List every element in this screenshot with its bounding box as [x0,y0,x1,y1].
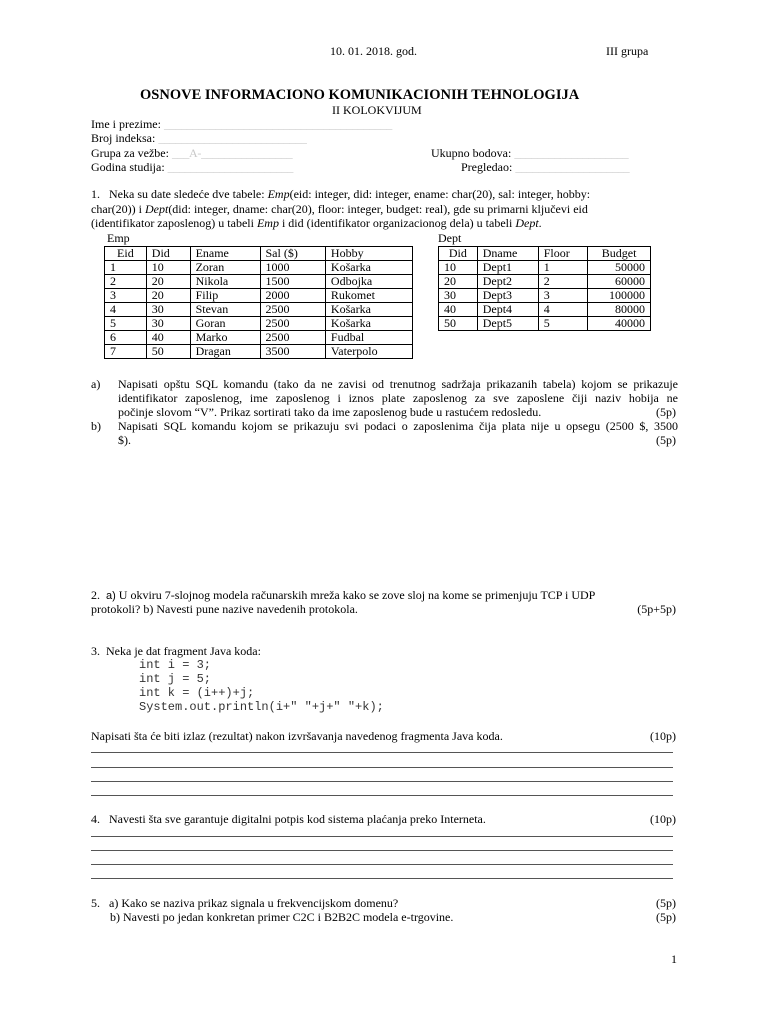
reviewed-label: Pregledao: [461,160,513,174]
q1-line3-c: . [538,216,542,230]
table-cell: Vaterpolo [325,345,412,359]
table-cell: 3 [105,289,147,303]
q3-answer-line-2[interactable] [91,767,673,768]
dept-table [438,246,651,331]
table-cell: 40000 [588,317,651,331]
table-cell: 10 [146,261,190,275]
exam-group: III grupa [606,44,649,58]
emp-table-label: Emp [107,231,130,245]
exam-date: 10. 01. 2018. god. [330,44,417,58]
q1-line2-text: char(20)) i [91,202,145,216]
table-cell: 30 [439,289,478,303]
table-cell: 1000 [260,261,325,275]
table-cell: 5 [105,317,147,331]
table-cell: 100000 [588,289,651,303]
table-cell: 10 [439,261,478,275]
table-cell: Nikola [190,275,260,289]
q4-number: 4. [91,812,100,826]
table-row [105,261,413,275]
table-cell: 30 [146,303,190,317]
table-cell: 6 [105,331,147,345]
q1a-line-3: počinje slovom “V”. Prikaz sortirati tako da ime zaposlenog bude u rastućem redosledu. [118,405,542,419]
q5a-points: (5p) [656,896,676,910]
q3-answer-line-3[interactable] [91,781,673,782]
table-row [105,345,413,359]
name-label: Ime i prezime: [91,117,161,131]
q4-answer-line-4[interactable] [91,878,673,879]
group-field [91,146,292,161]
index-field [91,131,307,146]
q2-a-label: a) [106,590,116,602]
q1-line3-emp: Emp [256,216,279,230]
name-line: ________________________________________ [163,117,392,131]
q3-answer-line-4[interactable] [91,795,673,796]
table-cell: 5 [538,317,587,331]
q1-intro: Neka su date sledeće dve tabele: [109,187,268,201]
table-header-cell: Dname [477,247,538,261]
page-number: 1 [671,952,677,966]
table-cell: 1 [105,261,147,275]
table-cell: Marko [190,331,260,345]
table-cell: 1500 [260,275,325,289]
q1-line3-dept: Dept [515,216,539,230]
table-cell: Dept1 [477,261,538,275]
table-cell: 30 [146,317,190,331]
table-cell: 2500 [260,317,325,331]
table-cell: 2 [538,275,587,289]
table-cell: Dept4 [477,303,538,317]
points-line: ____________________ [514,146,629,160]
q3-intro-line [91,644,261,659]
table-cell: 50000 [588,261,651,275]
q4-points: (10p) [650,812,676,826]
table-row [105,289,413,303]
table-header-cell: Sal ($) [260,247,325,261]
table-header-cell: Did [146,247,190,261]
q5b-points: (5p) [656,910,676,924]
q3-code-line-2: int j = 5; [139,672,212,686]
table-cell: 40 [146,331,190,345]
table-row [439,289,651,303]
table-header-row [439,247,651,261]
q1b-text [118,419,678,447]
table-cell: 20 [146,289,190,303]
exam-title: OSNOVE INFORMACIONO KOMUNIKACIONIH TEHNOLOGIJA [140,87,580,103]
reviewed-field [461,160,629,175]
table-cell: Zoran [190,261,260,275]
q1a-line-1: Napisati opštu SQL komandu (tako da ne zavisi od trenutnog sadržaja prikazanih tabela) kojom se prikazuje [118,377,678,391]
table-cell: 7 [105,345,147,359]
q1-emp-name: Emp [267,187,290,201]
table-cell: Fudbal [325,331,412,345]
table-cell: 80000 [588,303,651,317]
table-cell: 20 [146,275,190,289]
table-cell: 2500 [260,331,325,345]
table-header-row [105,247,413,261]
year-field [91,160,293,175]
table-cell: 2 [105,275,147,289]
q3-points: (10p) [650,729,676,743]
index-line: __________________________ [158,131,307,145]
points-field [431,146,628,161]
table-cell: 60000 [588,275,651,289]
table-cell: 40 [439,303,478,317]
q3-code-line-1: int i = 3; [139,658,212,672]
q1-dept-name: Dept [144,202,169,216]
q1-line3-b: i did (identifikator organizacionog dela) u tabeli [278,216,516,230]
table-cell: Košarka [325,303,412,317]
table-cell: Dept2 [477,275,538,289]
q2-points: (5p+5p) [637,602,676,616]
q4-answer-line-2[interactable] [91,850,673,851]
year-line: ______________________ [167,160,294,174]
table-cell: 4 [538,303,587,317]
q4-answer-line-3[interactable] [91,864,673,865]
q2-text-2: protokoli? b) Navesti pune nazive navedenih protokola. [91,602,358,616]
table-cell: 3500 [260,345,325,359]
table-cell: Goran [190,317,260,331]
table-header-cell: Did [439,247,478,261]
q1-number: 1. [91,187,100,201]
exam-subtitle: II KOLOKVIJUM [332,103,422,117]
table-cell: 2500 [260,303,325,317]
q4-answer-line-1[interactable] [91,836,673,837]
q2-number: 2. [91,588,100,602]
table-cell: Stevan [190,303,260,317]
q3-task: Napisati šta će biti izlaz (rezultat) nakon izvršavanja navedenog fragmenta Java koda. [91,729,503,743]
table-row [105,275,413,289]
reviewed-line: ____________________ [515,160,630,174]
table-cell: 4 [105,303,147,317]
table-row [439,303,651,317]
table-header-cell: Budget [588,247,651,261]
q1-emp-schema: (eid: integer, did: integer, ename: char(20), sal: integer, hobby: [289,187,591,201]
q1-line-1 [91,187,590,202]
table-cell: Dept5 [477,317,538,331]
q1b-line-2: $). [118,433,131,447]
table-cell: 50 [146,345,190,359]
table-header-cell: Ename [190,247,260,261]
q5-b-text: b) Navesti po jedan konkretan primer C2C i B2B2C modela e-trgovine. [110,910,454,924]
q1a-text [118,377,678,419]
table-row [439,317,651,331]
dept-table-label: Dept [438,231,462,245]
q3-intro: Neka je dat fragment Java koda: [106,644,261,658]
emp-table [104,246,413,359]
q2-text-1: U okviru 7-slojnog modela računarskih mreža kako se zove sloj na kome se primenjuju TCP i UDP [118,588,596,602]
q5-a-text: a) Kako se naziva prikaz signala u frekvencijskom domenu? [109,896,399,910]
q3-answer-line-1[interactable] [91,752,673,753]
q1b-points: (5p) [656,433,676,447]
q1b-label: b) [91,419,101,433]
name-field [91,117,392,132]
table-row [439,275,651,289]
table-cell: Dragan [190,345,260,359]
table-cell: 2000 [260,289,325,303]
table-cell: Filip [190,289,260,303]
table-cell: Košarka [325,317,412,331]
table-row [105,303,413,317]
q3-number: 3. [91,644,100,658]
q1-line3-a: (identifikator zaposlenog) u tabeli [91,216,257,230]
q4-line [91,812,486,827]
q4-text: Navesti šta sve garantuje digitalni potpis kod sistema plaćanja preko Interneta. [109,812,486,826]
q1a-line-2: identifikator zaposlenog, ime zaposlenog i iznos plate zaposlenog za sve zaposlene čiji naziv hobija ne [118,391,678,405]
table-row [105,317,413,331]
table-cell: 3 [538,289,587,303]
points-label: Ukupno bodova: [431,146,512,160]
table-row [439,261,651,275]
table-cell: 20 [439,275,478,289]
group-label: Grupa za vežbe: [91,146,169,160]
q3-code-line-3: int k = (i++)+j; [139,686,255,700]
q1b-line-1: Napisati SQL komandu kojom se prikazuju svi podaci o zaposlenima čija plata nije u opsegu (2500 $, 3500 [118,419,678,433]
table-cell: Dept3 [477,289,538,303]
table-cell: Košarka [325,261,412,275]
q1-line-3 [91,216,542,231]
table-cell: 50 [439,317,478,331]
table-header-cell: Hobby [325,247,412,261]
table-header-cell: Eid [105,247,147,261]
table-cell: Odbojka [325,275,412,289]
q1-line-2 [91,202,588,217]
table-cell: 1 [538,261,587,275]
q5-line-a [91,896,398,911]
q3-code-line-4: System.out.println(i+" "+j+" "+k); [139,700,384,714]
q5-number: 5. [91,896,100,910]
q1-dept-schema: (did: integer, dname: char(20), floor: integer, budget: real), gde su primarni ključevi eid [168,202,588,216]
q2-line-1 [91,588,595,603]
q1a-points: (5p) [656,405,676,419]
table-row [105,331,413,345]
group-value: ___A-________________ [171,146,293,160]
q1a-label: a) [91,377,101,391]
table-cell: Rukomet [325,289,412,303]
table-header-cell: Floor [538,247,587,261]
index-label: Broj indeksa: [91,131,156,145]
year-label: Godina studija: [91,160,165,174]
